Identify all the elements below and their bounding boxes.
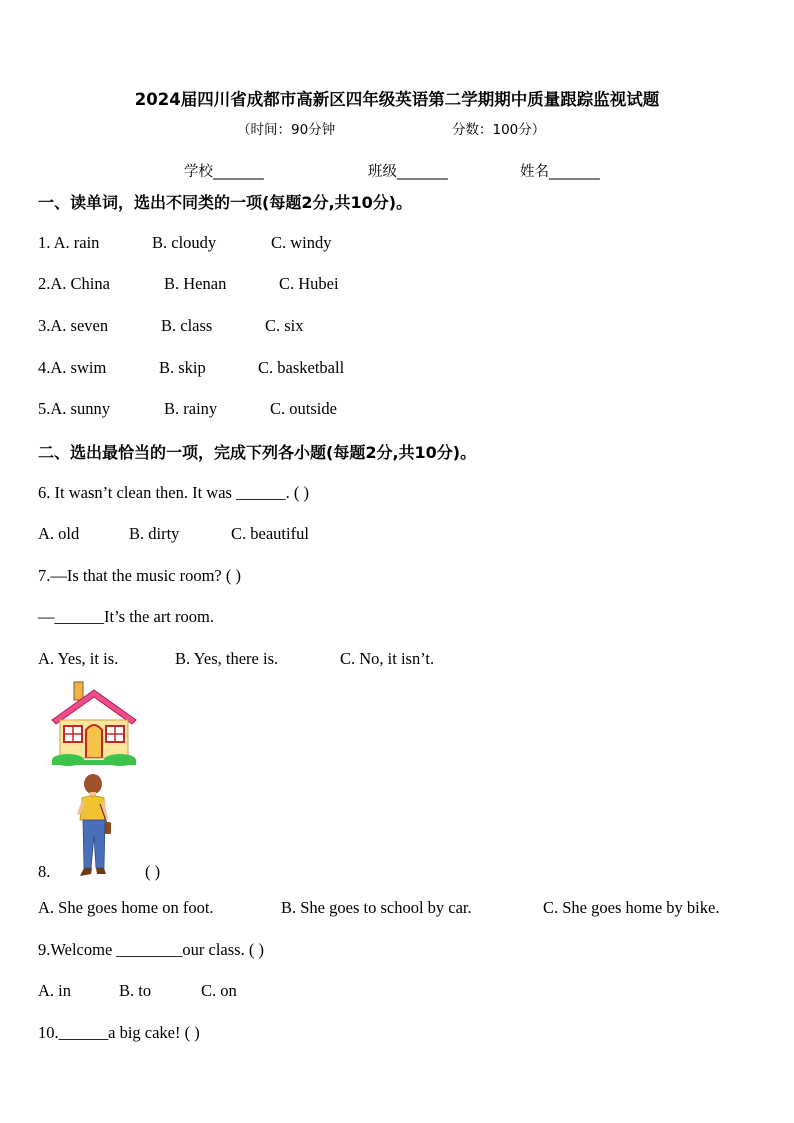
q8-option-c: C. She goes home by bike. <box>543 898 720 917</box>
q7-option-b: B. Yes, there is. <box>175 649 279 668</box>
q10-stem: 10.______a big cake! ( ) <box>38 1023 200 1042</box>
q7-line2: —______It’s the art room. <box>38 607 214 626</box>
class-field: 班级_______ <box>368 164 448 180</box>
q2-option-c: C. Hubei <box>279 274 339 293</box>
q3-option-c: C. six <box>265 316 304 335</box>
q1-option-a: 1. A. rain <box>38 233 100 252</box>
house-illustration <box>48 680 140 768</box>
q2-option-a: 2.A. China <box>38 274 110 293</box>
school-field: 学校_______ <box>184 164 264 180</box>
q5-option-c: C. outside <box>270 399 337 418</box>
q9-stem: 9.Welcome ________our class. ( ) <box>38 940 264 959</box>
q7-option-c: C. No, it isn’t. <box>340 649 435 668</box>
q8-number: 8. <box>38 862 51 881</box>
section-1-heading: 一、读单词，选出不同类的一项(每题2分,共10分)。 <box>38 193 413 212</box>
q4-option-a: 4.A. swim <box>38 358 107 377</box>
q8-answer-paren: ( ) <box>145 862 161 881</box>
q4-option-b: B. skip <box>159 358 206 377</box>
q8-option-b: B. She goes to school by car. <box>281 898 472 917</box>
q6-stem: 6. It wasn’t clean then. It was ______. ( ) <box>38 483 309 502</box>
section-2-heading: 二、选出最恰当的一项，完成下列各小题(每题2分,共10分)。 <box>38 443 477 462</box>
q7-stem: 7.—Is that the music room? ( ) <box>38 566 241 585</box>
q9-option-c: C. on <box>201 981 237 1000</box>
q9-option-a: A. in <box>38 981 71 1000</box>
q1-option-b: B. cloudy <box>152 233 217 252</box>
q3-option-a: 3.A. seven <box>38 316 109 335</box>
q5-option-a: 5.A. sunny <box>38 399 110 418</box>
girl-walking-illustration <box>74 774 114 880</box>
name-field: 姓名_______ <box>520 164 600 180</box>
q4-option-c: C. basketball <box>258 358 345 377</box>
q6-option-b: B. dirty <box>129 524 180 543</box>
q8-option-a: A. She goes home on foot. <box>38 898 214 917</box>
q9-option-b: B. to <box>119 981 152 1000</box>
q2-option-b: B. Henan <box>164 274 227 293</box>
q6-option-a: A. old <box>38 524 80 543</box>
q5-option-b: B. rainy <box>164 399 218 418</box>
exam-time: （时间：90分钟 <box>237 122 336 138</box>
q7-option-a: A. Yes, it is. <box>38 649 119 668</box>
q1-option-c: C. windy <box>271 233 332 252</box>
exam-score: 分数：100分） <box>452 122 546 138</box>
page-title: 2024届四川省成都市高新区四年级英语第二学期期中质量跟踪监视试题 <box>134 90 660 109</box>
q3-option-b: B. class <box>161 316 213 335</box>
q6-option-c: C. beautiful <box>231 524 309 543</box>
